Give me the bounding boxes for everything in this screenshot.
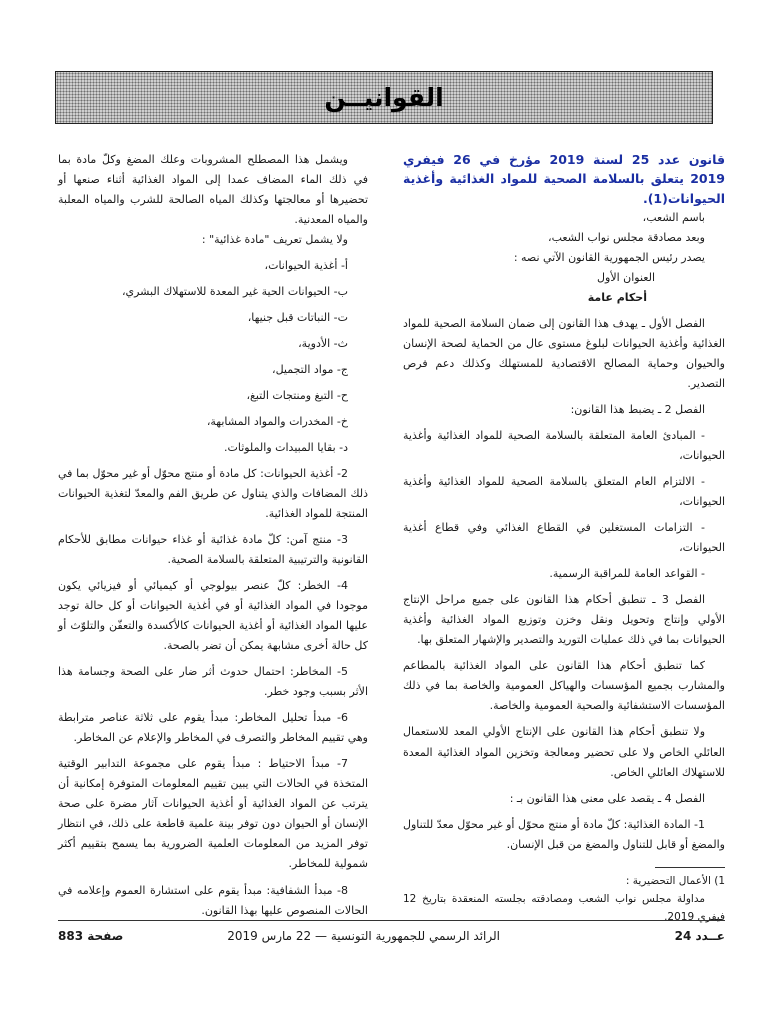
section-title: القوانيــن [324,82,444,112]
journal-name: الرائد الرسمي للجمهورية التونسية — 22 مارس 2019 [227,929,500,943]
definition-4: 4- الخطر: كلّ عنصر بيولوجي أو كيميائي أو فيزيائي يكون موجودا في المواد الغذائية أو في أغذية الحيوانات أو كل حالة توجد عليها المواد الغذائية أو أغذية الحيوانات كالأكسدة والتعفّن والتلوّث أو كل حالة أخرى مشابهة يمكن أن تضر بالصحة. [58,579,368,653]
section-subheading: أحكام عامة [587,291,647,305]
definition-7: 7- مبدأ الاحتياط : مبدأ يقوم على مجموعة التدابير الوقتية المتخذة في الحالات التي يبين تقييم المعلومات المتوفرة إمكانية أن يترتب عن المواد الغذائية أو أغذية الحيوانات آثار مضرة على صحة الإنسان أو الحيوان دون توفر بينة علمية قاطعة على ذلك، في انتظار توفر المزيد من المعلومات العلمية الضرورية بما يسمح بتقييم أكثر شمولية للمخاطر. [58,757,368,871]
preamble-approval: وبعد مصادقة مجلس نواب الشعب، [548,231,705,245]
definition-2: 2- أغذية الحيوانات: كل مادة أو منتج محوّل أو غير محوّل بما في ذلك المضافات والذي يتناول عن طريق الفم والمعدّ لتغذية الحيوانات المنتجة للمواد الغذائية. [58,467,368,521]
footnote-divider [655,867,725,868]
footnote-text: مداولة مجلس نواب الشعب ومصادقته بجلسته المنعقدة بتاريخ 12 فيفري 2019. [403,892,725,924]
definition-6: 6- مبدأ تحليل المخاطر: مبدأ يقوم على ثلاثة عناصر مترابطة وهي تقييم المخاطر والتصرف في المخاطر والإعلام عن المخاطر. [58,711,368,745]
article-2-item-3: - التزامات المستغلين في القطاع الغذائي وفي قطاع أغذية الحيوانات، [403,521,725,555]
article-3: الفصل 3 ـ تنطبق أحكام هذا القانون على جميع مراحل الإنتاج الأولي وإنتاج وتحويل ونقل وخزن وتوزيع المواد الغذائية وأغذية الحيوانات بما في ذلك عمليات التوريد والتصدير والإشهار المتعلق بها. [403,593,725,647]
section-title-banner [55,71,713,124]
right-column [403,150,725,927]
exclusion-item: ب- الحيوانات الحية غير المعدة للاستهلاك البشري، [121,285,348,299]
preamble-people: باسم الشعب، [642,211,705,225]
definition-3: 3- منتج آمن: كلّ مادة غذائية أو غذاء حيوانات مطابق للأحكام القانونية والترتيبية المتعلقة بالسلامة الصحية. [58,533,368,567]
article-3-exclusion: ولا تنطبق أحكام هذا القانون على الإنتاج الأولي المعد للاستعمال العائلي الخاص ولا على تحضير ومعالجة وتخزين المواد الغذائية المعدة للاستهلاك العائلي الخاص. [403,725,725,779]
article-2-item-1: - المبادئ العامة المتعلقة بالسلامة الصحية للمواد الغذائية وأغذية الحيوانات، [403,429,725,463]
footer-divider [58,920,725,921]
footnote-ref: 1) الأعمال التحضيرية : [625,874,725,887]
page-number: صفحة 883 [58,929,124,943]
preamble-promulgation: يصدر رئيس الجمهورية القانون الآتي نصه : [513,251,705,265]
exclusion-item: ث- الأدوية، [298,337,348,351]
exclusion-item: ت- النباتات قبل جنيها، [247,311,348,325]
page-footer [58,926,725,948]
article-4: الفصل 4 ـ يقصد على معنى هذا القانون بـ : [509,791,705,805]
article-4-def-1: 1- المادة الغذائية: كلّ مادة أو منتج محوّل أو غير محوّل معدّ للتناول والمضغ أو قابل للتناول والمضغ من قبل الإنسان. [403,817,725,851]
article-3-scope: كما تنطبق أحكام هذا القانون على المواد الغذائية بالمطاعم والمشارب بجميع المؤسسات والهياكل العمومية والخاصة بما في ذلك المؤسسات الاستشفائية والصحية العمومية والخاصة. [403,659,725,713]
exclusion-item: د- بقايا المبيدات والملوثات. [223,441,348,455]
article-1: الفصل الأول ـ يهدف هذا القانون إلى ضمان السلامة الصحية للمواد الغذائية وأغذية الحيوانات لبلوغ مستوى عال من الحماية لصحة الإنسان والحيوان وحماية المصالح الاقتصادية للمستهلك وكذلك دعم فرص التصدير. [403,317,725,391]
definition-5: 5- المخاطر: احتمال حدوث أثر ضار على الصحة وجسامة هذا الأثر بسبب وجود خطر. [58,665,368,699]
definition-8: 8- مبدأ الشفافية: مبدأ يقوم على استشارة العموم وإعلامه في الحالات المنصوص عليها بهذا القانون. [58,883,368,917]
section-heading: العنوان الأول [597,271,655,285]
exclusion-item: خ- المخدرات والمواد المشابهة، [206,415,348,429]
exclusion-item: ج- مواد التجميل، [272,363,348,377]
article-2-item-4: - القواعد العامة للمراقبة الرسمية. [549,567,705,581]
law-title: قانون عدد 25 لسنة 2019 مؤرخ في 26 فيفري 2019 يتعلق بالسلامة الصحية للمواد الغذائية وأغذية الحيوانات(1). [403,152,726,206]
left-column [58,150,368,921]
definition-continuation: ويشمل هذا المصطلح المشروبات وعلك المضغ وكلّ مادة بما في ذلك الماء المضاف عمدا إلى المواد الغذائية أثناء صنعها أو تحضيرها أو معالجتها وكذلك المياه الصالحة للشرب والمياه المعلبة والمياه المعدنية. [58,153,368,227]
exclusion-item: أ- أغذية الحيوانات، [264,259,348,273]
issue-number: عــدد 24 [674,929,725,943]
article-2-item-2: - الالتزام العام المتعلق بالسلامة الصحية للمواد الغذائية وأغذية الحيوانات، [403,475,725,509]
exclusions-intro: ولا يشمل تعريف "مادة غذائية" : [201,233,348,247]
exclusion-item: ح- التبغ ومنتجات التبغ، [246,389,348,403]
article-2: الفصل 2 ـ يضبط هذا القانون: [570,403,705,417]
